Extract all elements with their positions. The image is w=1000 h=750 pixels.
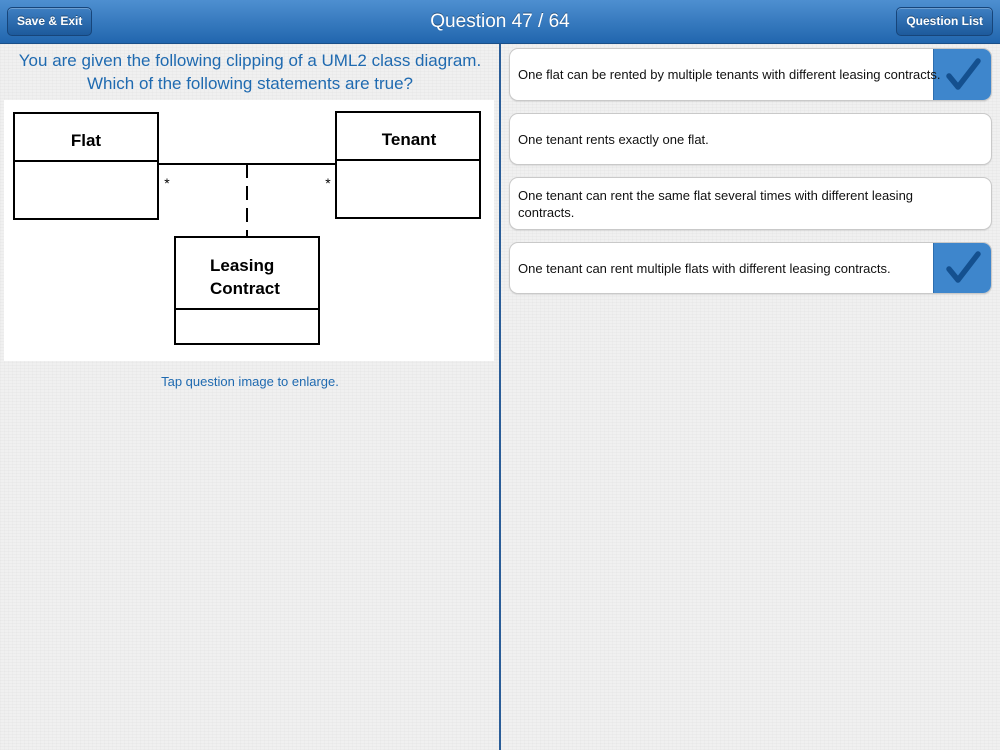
class-flat-box: [14, 113, 158, 219]
navigation-bar: [0, 0, 1000, 44]
answer-option-2[interactable]: [509, 113, 992, 165]
answer-3-text: One tenant can rent the same flat several times with different leasing contracts.: [518, 187, 914, 220]
question-list-button[interactable]: Question List: [896, 7, 993, 36]
answer-4-text: One tenant can rent multiple flats with different leasing contracts.: [518, 260, 891, 276]
uml-class-diagram: [4, 100, 494, 361]
class-leasing-name-line1: Leasing: [210, 256, 275, 275]
answer-option-3[interactable]: [509, 177, 992, 230]
enlarge-hint: Tap question image to enlarge.: [161, 374, 339, 389]
class-tenant-name: Tenant: [381, 130, 437, 149]
class-flat-name: Flat: [70, 131, 102, 150]
multiplicity-right: *: [325, 175, 331, 191]
class-tenant-box: [336, 112, 480, 218]
pane-divider: [499, 44, 501, 750]
answer-option-1[interactable]: [509, 48, 992, 101]
class-leasing-name-line2: Contract: [210, 279, 280, 298]
multiplicity-left: *: [164, 175, 170, 191]
question-text: You are given the following clipping of a UML2 class diagram. Which of the following statements are true?: [18, 51, 482, 93]
answer-2-text: One tenant rents exactly one flat.: [518, 131, 709, 147]
answer-option-4[interactable]: [509, 242, 992, 294]
question-image[interactable]: [4, 100, 494, 361]
question-counter-title: Question 47 / 64: [430, 11, 570, 32]
save-exit-button[interactable]: Save & Exit: [7, 7, 92, 36]
answer-1-text: One flat can be rented by multiple tenants with different leasing contracts.: [518, 67, 941, 82]
